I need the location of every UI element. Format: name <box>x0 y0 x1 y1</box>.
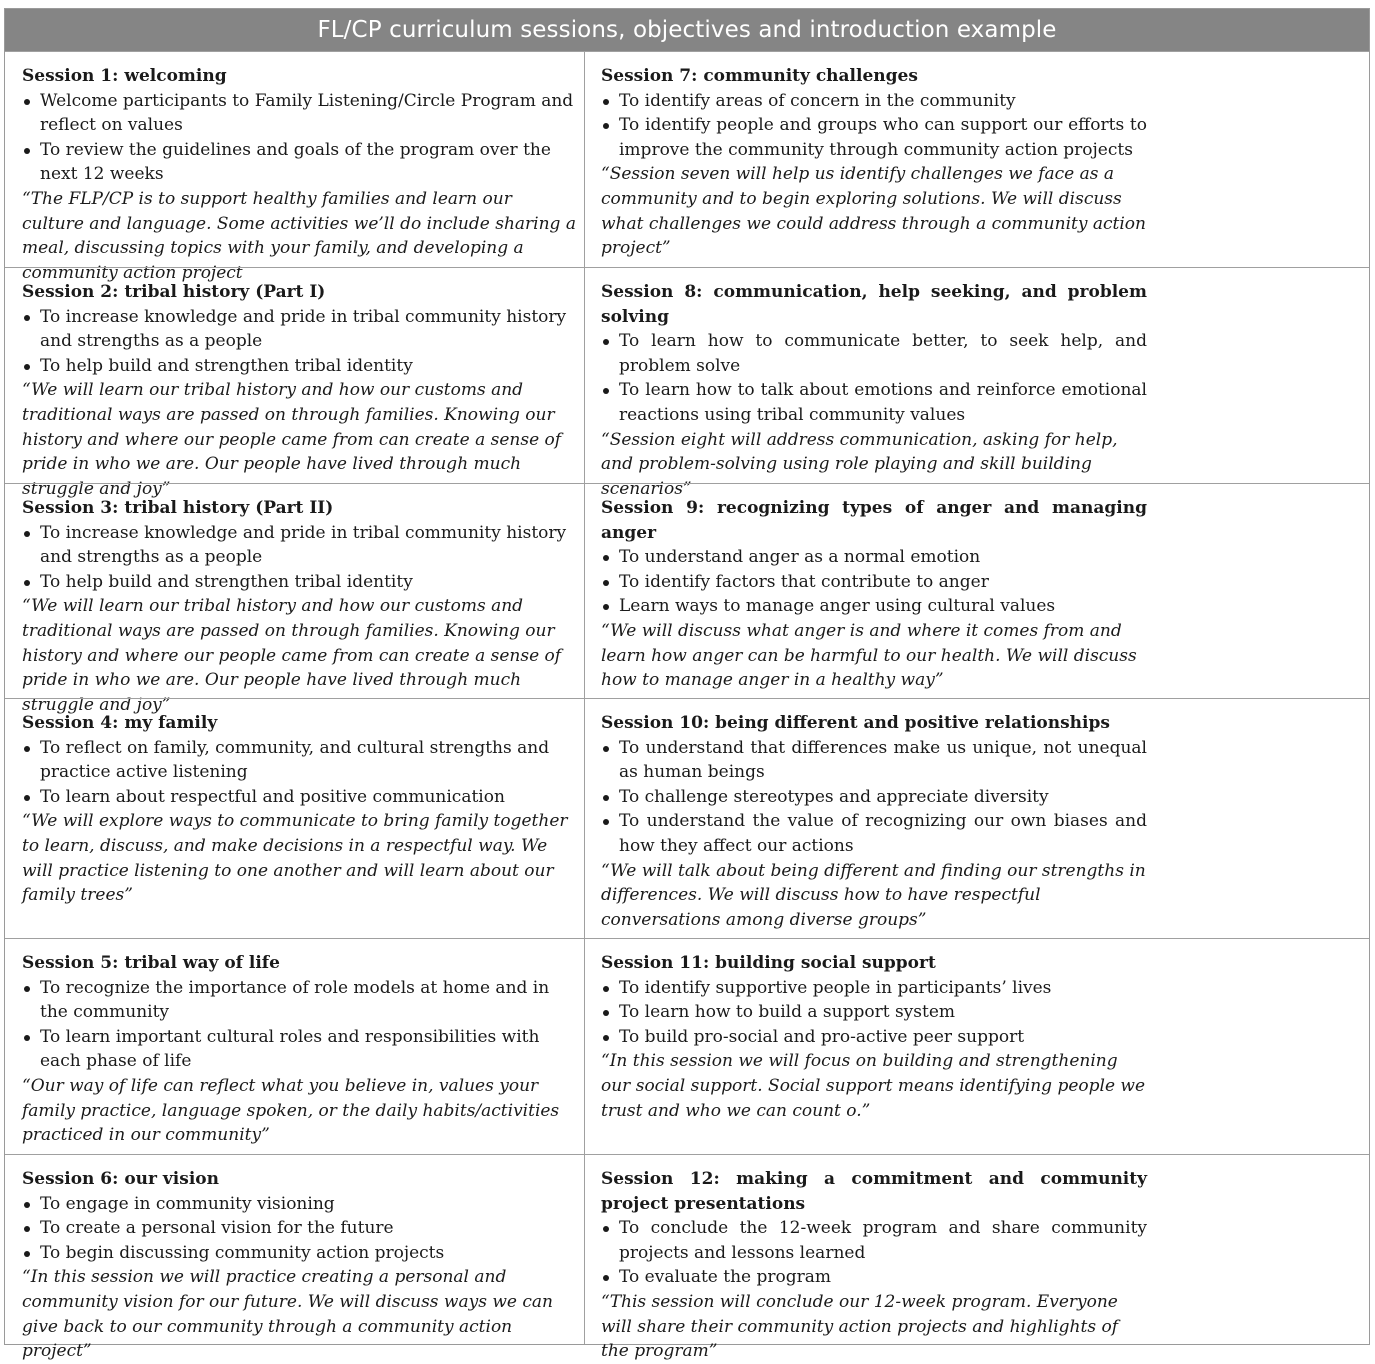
session-intro: “We will learn our tribal history and how our customs and traditional ways are passed on through families. Knowing our history and where our people came from can create a sense of pride in who we are. Our people have lived through much struggle and joy” <box>22 596 562 715</box>
bullet-icon <box>603 795 609 801</box>
bullet-icon <box>603 1035 609 1041</box>
session-title: Session 7: community challenges <box>601 66 918 86</box>
objective-text: To identify supportive people in participants’ lives <box>619 977 1052 998</box>
bullet-icon <box>24 99 30 105</box>
bullet-icon <box>24 1035 30 1041</box>
session-intro: “We will talk about being different and finding our strengths in differences. We will discuss how to have respectful conversations among diverse groups” <box>601 860 1146 930</box>
objective-item <box>601 1216 1147 1265</box>
bullet-icon <box>603 986 609 992</box>
objective-text: To understand the value of recognizing our own biases and how they affect our actions <box>619 811 1147 856</box>
objective-text: To reflect on family, community, and cultural strengths and practice active listening <box>40 737 550 783</box>
objective-text: To create a personal vision for the future <box>40 1218 394 1239</box>
objective-item <box>601 378 1147 427</box>
objective-item <box>22 1192 576 1217</box>
bullet-icon <box>603 555 609 561</box>
objective-item <box>601 545 1147 570</box>
bullet-icon <box>603 1275 609 1281</box>
session-title: Session 1: welcoming <box>22 66 227 86</box>
session-intro: “The FLP/CP is to support healthy families and learn our culture and language. Some activities we’ll do include sharing a meal, discussing topics with your family, and developing a community action project <box>22 188 576 283</box>
objective-item <box>601 570 1147 595</box>
objective-item <box>601 785 1147 810</box>
session-intro: “In this session we will practice creating a personal and community vision for our future. We will discuss ways we can give back to our community through a community action project” <box>22 1267 553 1362</box>
bullet-icon <box>24 531 30 537</box>
session-title: Session 2: tribal history (Part I) <box>22 282 326 302</box>
session-title: Session 3: tribal history (Part II) <box>22 498 334 518</box>
objective-text: Learn ways to manage anger using cultural values <box>619 596 1056 617</box>
objective-text: To identify people and groups who can support our efforts to improve the community through community action projects <box>619 115 1147 160</box>
objective-item <box>601 809 1147 858</box>
bullet-icon <box>603 604 609 610</box>
objective-text: To identify areas of concern in the community <box>619 90 1016 111</box>
objective-item <box>601 329 1147 378</box>
session-cell <box>5 51 585 283</box>
session-cell <box>5 267 585 499</box>
objective-text: To help build and strengthen tribal identity <box>40 571 413 592</box>
session-title: Session 8: communication, help seeking, and problem solving <box>601 282 1147 327</box>
objective-item <box>601 594 1147 619</box>
objective-text: To recognize the importance of role models at home and in the community <box>40 977 550 1023</box>
session-intro: “Session seven will help us identify challenges we face as a community and to begin exploring solutions. We will discuss what challenges we could address through a community action project” <box>601 164 1146 259</box>
objective-text: Welcome participants to Family Listening/Circle Program and reflect on values <box>40 90 574 136</box>
objective-text: To challenge stereotypes and appreciate diversity <box>619 786 1049 807</box>
session-title: Session 9: recognizing types of anger and managing anger <box>601 498 1147 543</box>
bullet-icon <box>603 746 609 752</box>
bullet-icon <box>603 819 609 825</box>
objective-text: To learn how to talk about emotions and reinforce emotional reactions using tribal community values <box>619 380 1147 425</box>
objective-item <box>22 785 576 810</box>
objective-item <box>22 1025 576 1074</box>
session-cell <box>585 267 1369 499</box>
session-cell <box>585 938 1369 1154</box>
session-intro: “In this session we will focus on building and strengthening our social support. Social support means identifying people we trust and who we can count o.” <box>601 1051 1146 1121</box>
objective-item <box>601 1025 1147 1050</box>
objective-text: To engage in community visioning <box>40 1193 335 1214</box>
objective-text: To build pro-social and pro-active peer support <box>619 1026 1025 1047</box>
objective-item <box>22 138 576 187</box>
bullet-icon <box>603 1010 609 1016</box>
table-header: FL/CP curriculum sessions, objectives and introduction example <box>5 9 1369 51</box>
objective-text: To learn important cultural roles and responsibilities with each phase of life <box>40 1026 540 1072</box>
bullet-icon <box>24 1226 30 1232</box>
bullet-icon <box>24 795 30 801</box>
objective-text: To begin discussing community action projects <box>40 1242 445 1263</box>
objective-text: To understand anger as a normal emotion <box>619 547 981 568</box>
session-title: Session 5: tribal way of life <box>22 953 280 973</box>
bullet-icon <box>24 1251 30 1257</box>
session-cell <box>585 698 1369 938</box>
objective-item <box>601 976 1147 1001</box>
objective-text: To increase knowledge and pride in tribal community history and strengths as a people <box>40 522 567 568</box>
objective-item <box>601 1000 1147 1025</box>
objective-text: To evaluate the program <box>619 1267 832 1288</box>
objective-text: To identify factors that contribute to anger <box>619 571 989 592</box>
objective-item <box>22 570 576 595</box>
objective-item <box>22 1216 576 1241</box>
bullet-icon <box>24 364 30 370</box>
session-title: Session 11: building social support <box>601 953 936 973</box>
session-title: Session 12: making a commitment and community project presentations <box>601 1169 1147 1214</box>
session-cell <box>5 483 585 715</box>
session-title: Session 6: our vision <box>22 1169 219 1189</box>
session-intro: “Our way of life can reflect what you believe in, values your family practice, language spoken, or the daily habits/activities practiced in our community” <box>22 1075 560 1146</box>
bullet-icon <box>603 339 609 345</box>
session-cell <box>585 51 1369 267</box>
session-cell <box>585 1154 1369 1362</box>
objective-item <box>22 305 576 354</box>
curriculum-table <box>4 8 1370 1362</box>
bullet-icon <box>24 1202 30 1208</box>
sessions-grid <box>5 51 1369 1362</box>
session-intro: “Session eight will address communication, asking for help, and problem-solving using role playing and skill building scenarios” <box>601 429 1118 499</box>
bullet-icon <box>603 580 609 586</box>
bullet-icon <box>603 123 609 129</box>
session-intro: “This session will conclude our 12-week program. Everyone will share their community action projects and highlights of the program” <box>601 1291 1118 1362</box>
objective-item <box>22 521 576 570</box>
objective-item <box>22 89 576 138</box>
objective-text: To learn how to communicate better, to seek help, and problem solve <box>619 331 1147 376</box>
session-cell <box>5 938 585 1154</box>
bullet-icon <box>24 746 30 752</box>
objective-text: To help build and strengthen tribal identity <box>40 355 413 376</box>
objective-item <box>22 354 576 379</box>
session-cell <box>5 698 585 938</box>
session-title: Session 10: being different and positive relationships <box>601 713 1110 733</box>
session-intro: “We will discuss what anger is and where it comes from and learn how anger can be harmful to our health. We will discuss how to manage anger in a healthy way” <box>601 620 1137 691</box>
objective-item <box>601 89 1147 114</box>
session-intro: “We will explore ways to communicate to bring family together to learn, discuss, and make decisions in a respectful way. We will practice listening to one another and will learn about our family trees” <box>22 811 568 906</box>
objective-text: To increase knowledge and pride in tribal community history and strengths as a people <box>40 306 567 352</box>
session-cell <box>585 483 1369 698</box>
objective-text: To understand that differences make us unique, not unequal as human beings <box>619 737 1147 783</box>
session-intro: “We will learn our tribal history and how our customs and traditional ways are passed on through families. Knowing our history and where our people came from can create a sense of pride in who we are. Our people have lived through much struggle and joy” <box>22 380 562 499</box>
objective-item <box>601 113 1147 162</box>
session-title: Session 4: my family <box>22 713 218 733</box>
objective-item <box>22 976 576 1025</box>
session-cell <box>5 1154 585 1362</box>
objective-item <box>601 1265 1147 1290</box>
bullet-icon <box>603 1226 609 1232</box>
objective-text: To learn about respectful and positive communication <box>40 786 505 807</box>
bullet-icon <box>24 580 30 586</box>
bullet-icon <box>24 148 30 154</box>
bullet-icon <box>603 99 609 105</box>
bullet-icon <box>24 986 30 992</box>
objective-item <box>601 736 1147 785</box>
bullet-icon <box>24 315 30 321</box>
objective-text: To learn how to build a support system <box>619 1002 956 1023</box>
objective-item <box>22 736 576 785</box>
objective-text: To conclude the 12-week program and share community projects and lessons learned <box>619 1218 1147 1263</box>
bullet-icon <box>603 388 609 394</box>
objective-text: To review the guidelines and goals of the program over the next 12 weeks <box>40 139 551 185</box>
objective-item <box>22 1241 576 1266</box>
